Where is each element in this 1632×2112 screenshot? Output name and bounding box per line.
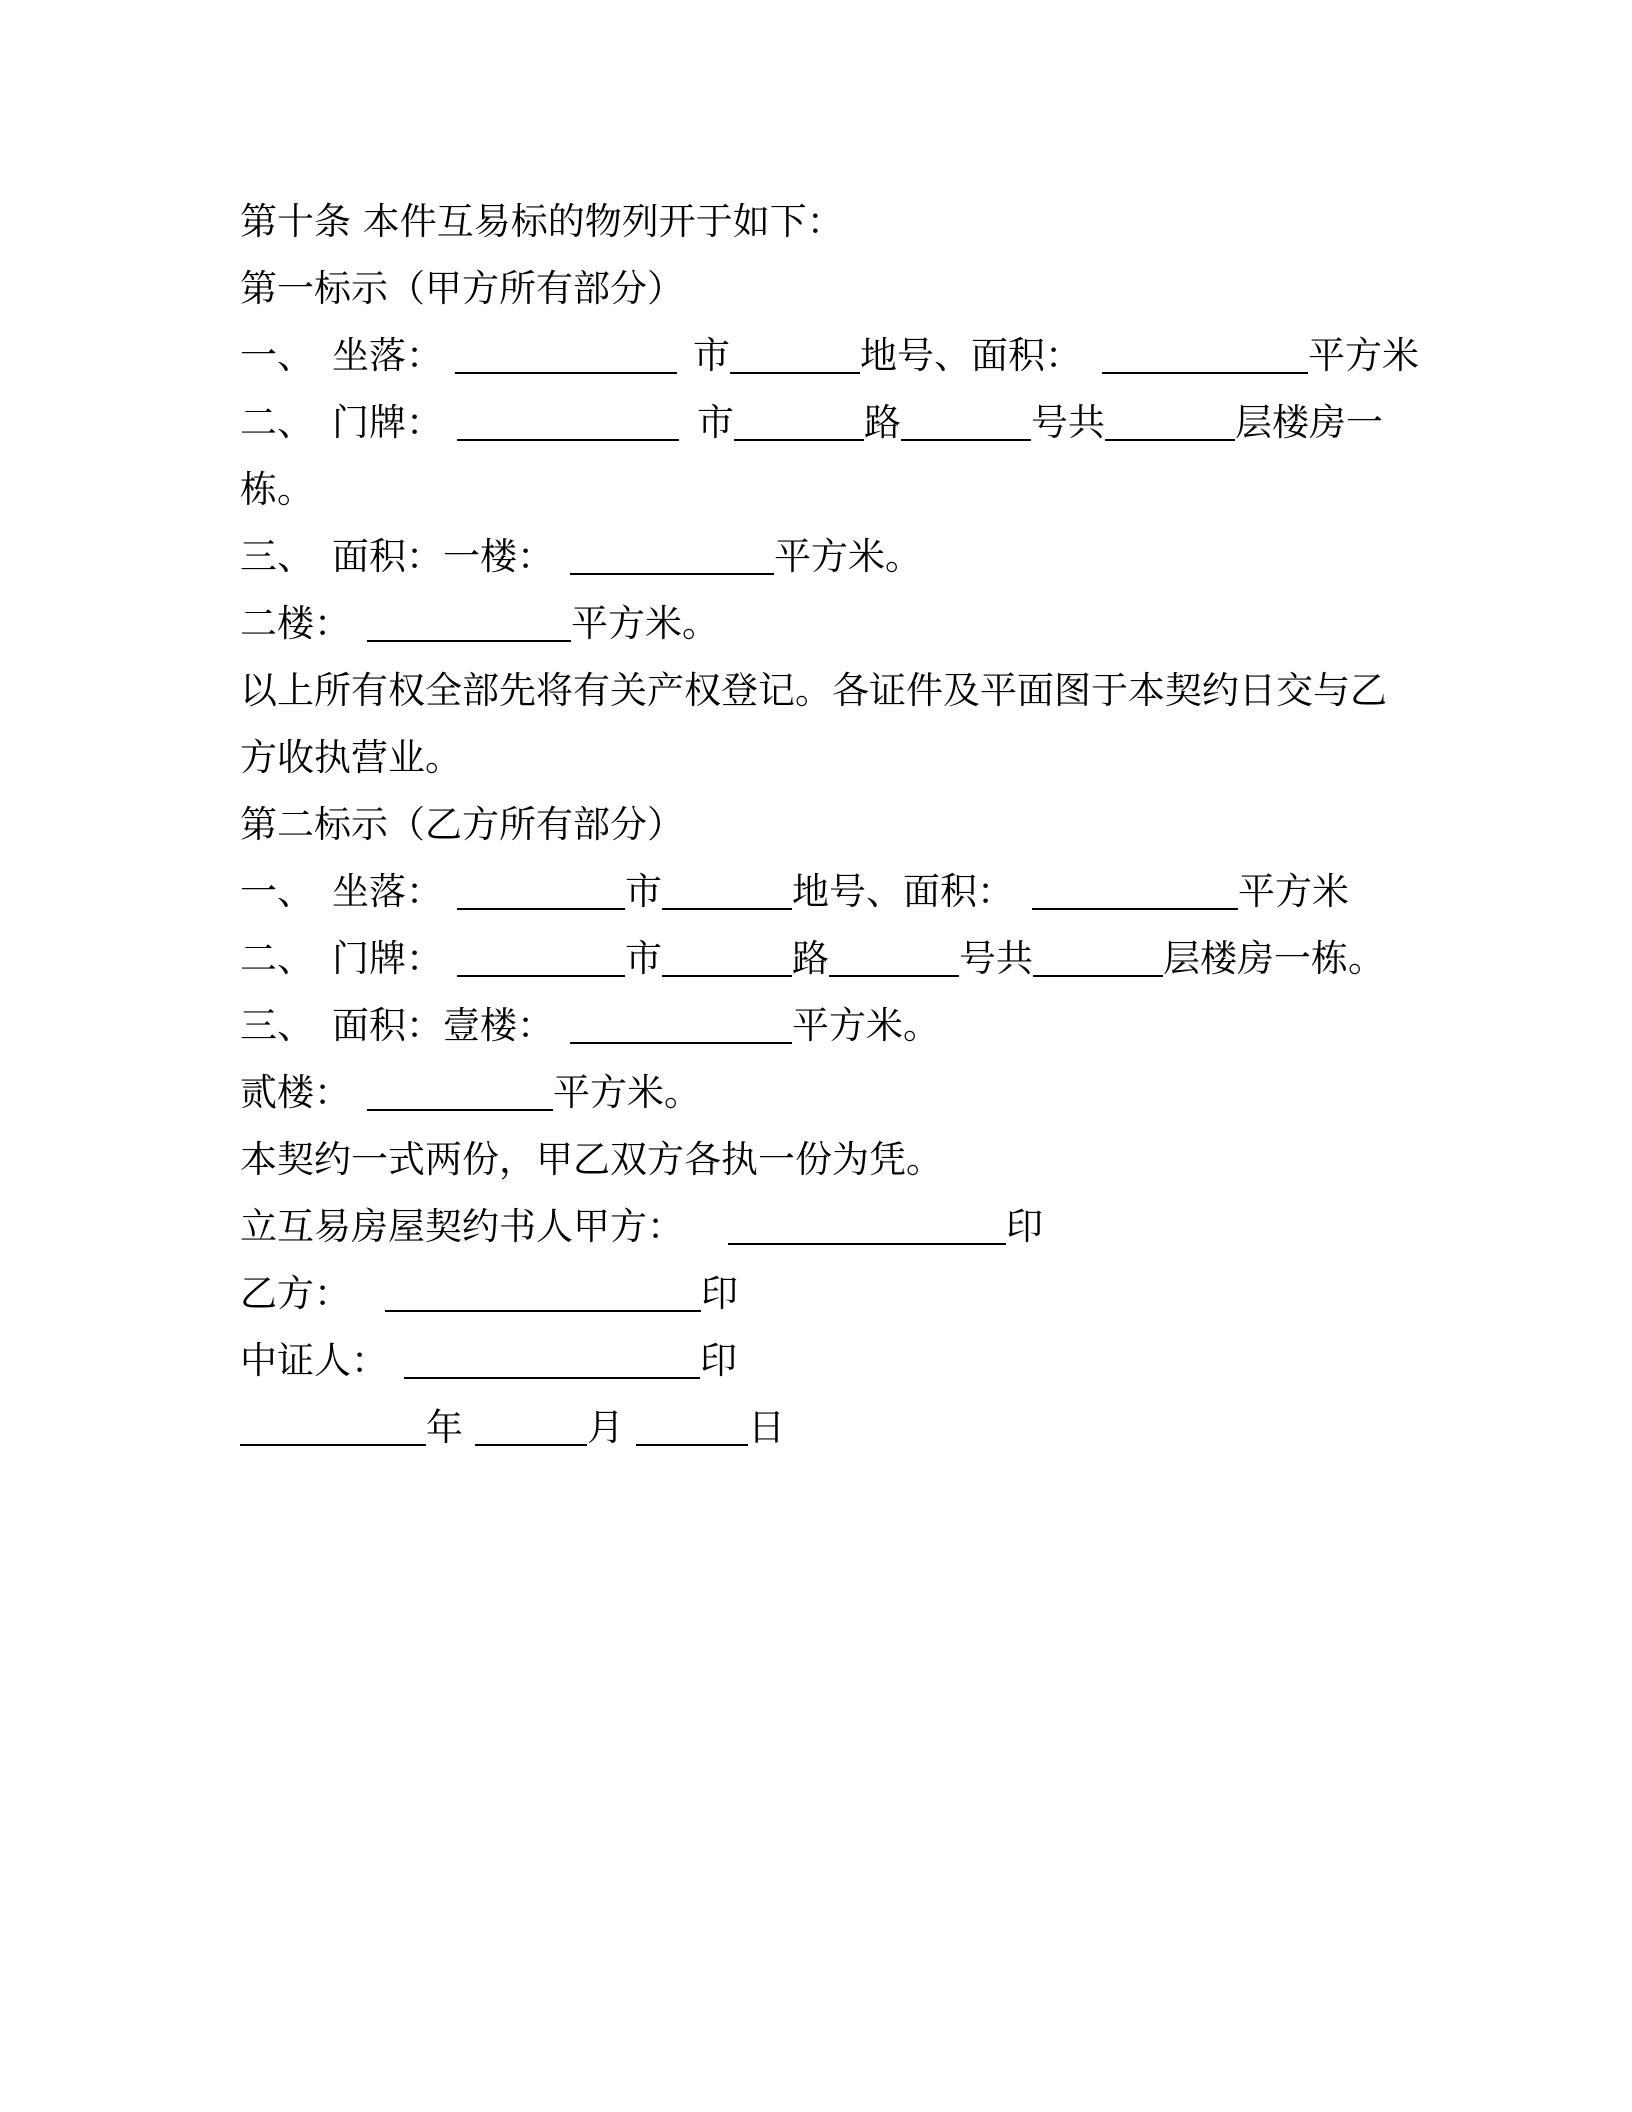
first-label-heading: 第一标示（甲方所有部分） [240, 267, 684, 310]
first-address-blank[interactable] [457, 399, 679, 441]
second-city-blank[interactable] [662, 868, 792, 910]
second-floor1-blank[interactable] [570, 1002, 792, 1044]
first-location-row: 一、 坐落： 市 地号、面积： 平方米 [240, 334, 1419, 377]
first-address-wrap: 栋。 [240, 468, 314, 511]
date-row: 年 月 日 [240, 1402, 785, 1446]
second-floor2-blank[interactable] [367, 1069, 553, 1111]
first-road-blank[interactable] [901, 399, 1031, 441]
day-blank[interactable] [636, 1404, 748, 1446]
party-a-signature-row: 立互易房屋契约书人甲方： 印 [240, 1205, 1043, 1248]
year-blank[interactable] [240, 1404, 426, 1446]
second-label-heading: 第二标示（乙方所有部分） [240, 803, 684, 846]
witness-signature-blank[interactable] [404, 1337, 700, 1379]
second-address-row: 二、 门牌： 市 路 号共 层楼房一栋。 [240, 937, 1385, 980]
first-address-row: 二、 门牌： 市 路 号共 层楼房一 [240, 401, 1383, 444]
second-area-blank[interactable] [1032, 868, 1238, 910]
witness-signature-row: 中证人： 印 [240, 1339, 737, 1382]
first-city2-blank[interactable] [734, 399, 864, 441]
second-location-blank[interactable] [457, 868, 625, 910]
first-area-row: 三、 面积：一楼： 平方米。 [240, 535, 922, 578]
party-a-seal: 印 [1006, 1205, 1043, 1248]
first-floor2-blank[interactable] [367, 600, 571, 642]
month-blank[interactable] [475, 1404, 587, 1446]
party-b-signature-row: 乙方： 印 [240, 1272, 738, 1315]
witness-seal: 印 [700, 1339, 737, 1382]
second-floor2-row: 贰楼： 平方米。 [240, 1071, 701, 1114]
first-floors-blank[interactable] [1105, 399, 1235, 441]
second-address-blank[interactable] [457, 935, 625, 977]
ownership-note-line1: 以上所有权全部先将有关产权登记。各证件及平面图于本契约日交与乙 [240, 669, 1387, 712]
party-b-seal: 印 [701, 1272, 738, 1315]
first-floor2-row: 二楼： 平方米。 [240, 602, 719, 645]
party-a-signature-blank[interactable] [728, 1203, 1006, 1245]
second-road-blank[interactable] [829, 935, 959, 977]
article-heading: 第十条 本件互易标的物列开于如下： [240, 200, 844, 243]
first-location-blank[interactable] [455, 332, 677, 374]
ownership-note-line2: 方收执营业。 [240, 736, 462, 779]
second-area-row: 三、 面积：壹楼： 平方米。 [240, 1004, 940, 1047]
first-city-blank[interactable] [730, 332, 860, 374]
second-floors-blank[interactable] [1033, 935, 1163, 977]
second-city2-blank[interactable] [662, 935, 792, 977]
copies-note: 本契约一式两份，甲乙双方各执一份为凭。 [240, 1138, 943, 1181]
party-b-signature-blank[interactable] [385, 1270, 701, 1312]
first-area-blank[interactable] [1102, 332, 1308, 374]
second-location-row: 一、 坐落： 市 地号、面积： 平方米 [240, 870, 1349, 913]
first-floor1-blank[interactable] [570, 533, 774, 575]
